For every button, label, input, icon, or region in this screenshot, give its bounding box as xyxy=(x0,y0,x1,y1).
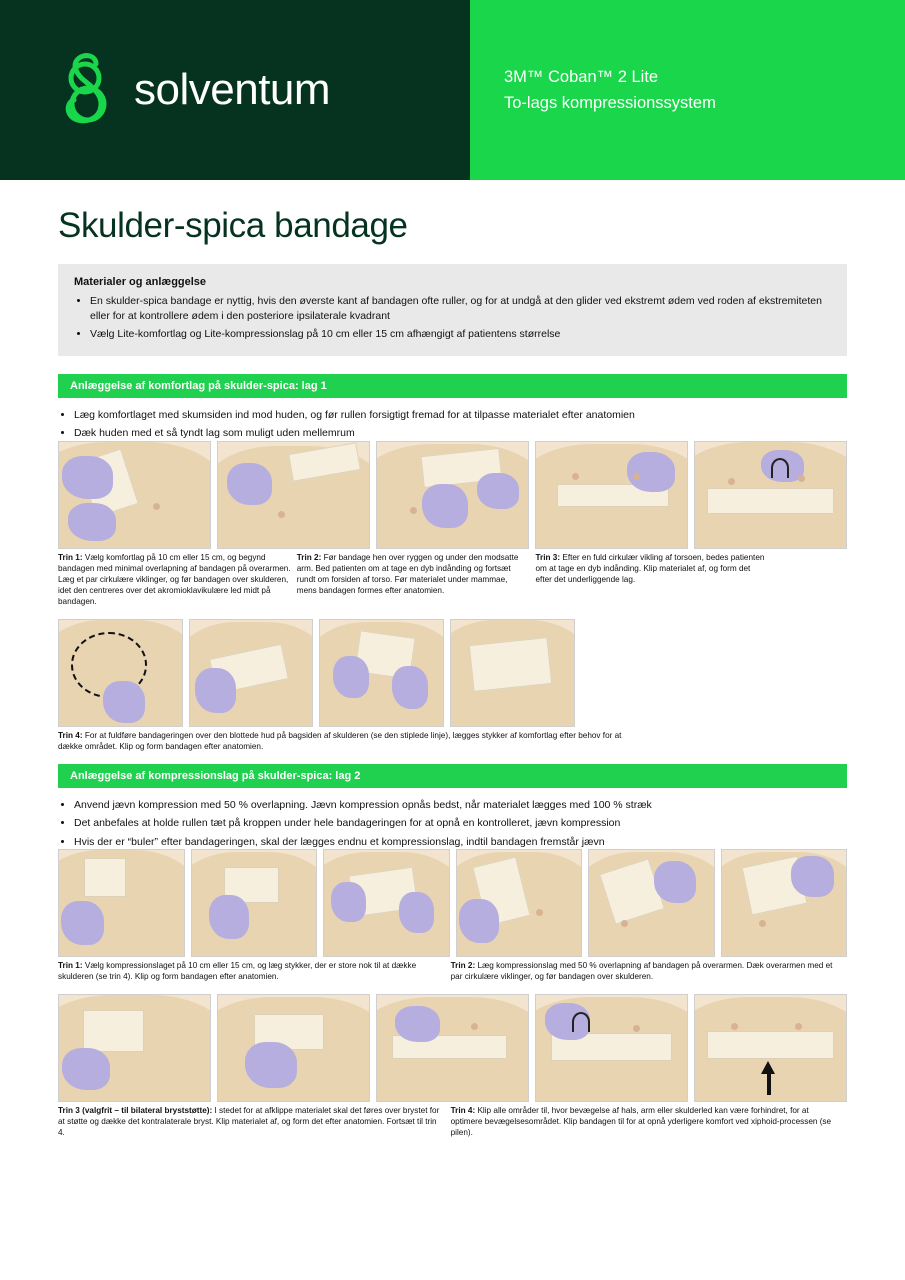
materials-box xyxy=(58,264,847,356)
layer2-bullet-list xyxy=(58,798,847,850)
caption-text: Vælg komfortlag på 10 cm eller 15 cm, og begynd bandagen med minimal overlapning af bandagen på overarmen. Læg et par cirkulære viklinger, og før bandagen over skulderen, idet den centreres over det akromioklavikulære led midt på bandagen. xyxy=(58,552,291,606)
caption-step-2 xyxy=(451,960,838,982)
caption-step-4 xyxy=(451,1105,838,1138)
layer2-caption-row-2 xyxy=(58,1105,847,1138)
instruction-photo xyxy=(217,441,370,549)
caption-text: Efter en fuld cirkulær vikling af torsoen, bedes patienten om at tage en dyb indånding. Klip materialet af, og form det efter det underliggende lag. xyxy=(535,552,765,584)
caption-step-label: Trin 1: xyxy=(58,552,83,562)
list-item: • Anvend jævn kompression med 50 % overlapning. Jævn kompression opnås bedst, når materialet lægges med 100 % stræk xyxy=(74,798,847,813)
page-body xyxy=(0,206,905,1138)
materials-bullet-list xyxy=(74,294,831,342)
page-header xyxy=(0,0,905,180)
caption-step-label: Trin 2: xyxy=(450,961,476,970)
list-item: • Det anbefales at holde rullen tæt på kroppen under hele bandageringen for at opnå en kontrolleret, jævn kompression xyxy=(74,816,847,831)
caption-text: Klip alle områder til, hvor bevægelse af hals, arm eller skulderled kan være forhindret, for at optimere bevægelsesområdet. Klip bandagen til for at opnå yderligere komfort ved xiphoid-processen (se pilen). xyxy=(450,1106,832,1137)
logo xyxy=(58,50,330,130)
layer1-photo-strip-1 xyxy=(58,441,847,549)
layer1-bullet-list xyxy=(58,408,847,441)
caption-step-1 xyxy=(58,552,291,607)
caption-step-label: Trin 1: xyxy=(58,961,83,970)
instruction-photo xyxy=(319,619,444,727)
instruction-photo xyxy=(694,441,847,549)
instruction-photo xyxy=(535,994,688,1102)
caption-text: For at fuldføre bandageringen over den blottede hud på bagsiden af skulderen (se den stiplede linje), lægges stykker af komfortlag efter behov for at dække området. Klip og form bandagen efter anatomien. xyxy=(58,730,622,751)
instruction-photo xyxy=(217,994,370,1102)
list-item: • Hvis der er “buler” efter bandageringen, skal der lægges endnu et kompressionslag, indtil bandagen fremstår jævn xyxy=(74,835,847,850)
list-item: • En skulder-spica bandage er nyttig, hvis den øverste kant af bandagen ofte ruller, og for at undgå at den glider ved ekstremt ødem ved roden af ekstremiteten eller for at kontrollere ødem i den posteriore ipsilaterale kvadrant xyxy=(90,294,831,323)
caption-text: Før bandage hen over ryggen og under den modsatte arm. Bed patienten om at tage en dyb indånding og fortsæt rundt om forsiden af torso. Før materialet under mammae, mens bandagen formes efter anatomien. xyxy=(296,552,519,595)
caption-text: Læg kompressionslag med 50 % overlapning af bandagen på overarmen. Dæk overarmen med et par cirkulære viklinger, og før bandagen over skulderen. xyxy=(450,961,833,981)
instruction-photo xyxy=(191,849,318,957)
instruction-photo xyxy=(58,619,183,727)
caption-step-label: Trin 3: xyxy=(535,552,561,562)
caption-text: Vælg kompressionslaget på 10 cm eller 15 cm, og læg stykker, der er store nok til at dække skulderen (se trin 4). Klip og form bandagen efter anatomien. xyxy=(58,961,417,981)
instruction-photo xyxy=(456,849,583,957)
caption-step-label: Trin 2: xyxy=(296,552,322,562)
instruction-photo xyxy=(721,849,848,957)
instruction-photo xyxy=(535,441,688,549)
layer1-caption-row-1 xyxy=(58,552,847,607)
caption-step-3 xyxy=(536,552,769,607)
instruction-photo xyxy=(376,441,529,549)
instruction-photo xyxy=(58,441,211,549)
product-subtitle: To-lags kompressionssystem xyxy=(504,94,716,112)
caption-step-2 xyxy=(297,552,530,607)
layer1-caption-row-2 xyxy=(58,730,847,752)
layer2-caption-row-1 xyxy=(58,960,847,982)
caption-step-label: Trin 4: xyxy=(58,730,83,740)
instruction-photo xyxy=(58,849,185,957)
instruction-photo xyxy=(189,619,314,727)
instruction-photo xyxy=(376,994,529,1102)
caption-step-3 xyxy=(58,1105,445,1138)
product-panel xyxy=(470,0,905,180)
materials-box-title: Materialer og anlæggelse xyxy=(74,276,207,288)
product-name: 3M™ Coban™ 2 Lite xyxy=(504,68,659,86)
solventum-s-logo-icon xyxy=(58,50,120,130)
instruction-photo xyxy=(323,849,450,957)
instruction-photo xyxy=(588,849,715,957)
layer1-photo-strip-2 xyxy=(58,619,575,727)
list-item: • Dæk huden med et så tyndt lag som muligt uden mellemrum xyxy=(74,426,847,441)
instruction-photo xyxy=(450,619,575,727)
layer2-photo-strip-2 xyxy=(58,994,847,1102)
caption-step-label: Trin 3 (valgfrit – til bilateral bryststøtte): xyxy=(58,1106,213,1115)
logo-text: solventum xyxy=(134,65,331,114)
list-item: • Læg komfortlaget med skumsiden ind mod huden, og før rullen forsigtigt fremad for at tilpasse materialet efter anatomien xyxy=(74,408,847,423)
caption-step-label: Trin 4: xyxy=(450,1106,476,1115)
page-title: Skulder-spica bandage xyxy=(58,206,408,245)
pointer-arrow-icon xyxy=(761,1061,775,1074)
caption-step-4 xyxy=(58,730,642,752)
brand-panel xyxy=(0,0,470,180)
instruction-photo xyxy=(694,994,847,1102)
caption-text: I stedet for at afklippe materialet skal det føres over brystet for at støtte og dække det kontralaterale bryst. Klip materialet af, og form det efter anatomien. Fortsæt til trin 4. xyxy=(58,1106,440,1137)
layer1-section-bar: Anlæggelse af komfortlag på skulder-spica: lag 1 xyxy=(58,374,847,398)
layer2-photo-strip-1 xyxy=(58,849,847,957)
instruction-photo xyxy=(58,994,211,1102)
list-item: • Vælg Lite-komfortlag og Lite-kompressionslag på 10 cm eller 15 cm afhængigt af patientens størrelse xyxy=(90,327,831,342)
caption-step-1 xyxy=(58,960,445,982)
layer2-section-bar: Anlæggelse af kompressionslag på skulder-spica: lag 2 xyxy=(58,764,847,788)
